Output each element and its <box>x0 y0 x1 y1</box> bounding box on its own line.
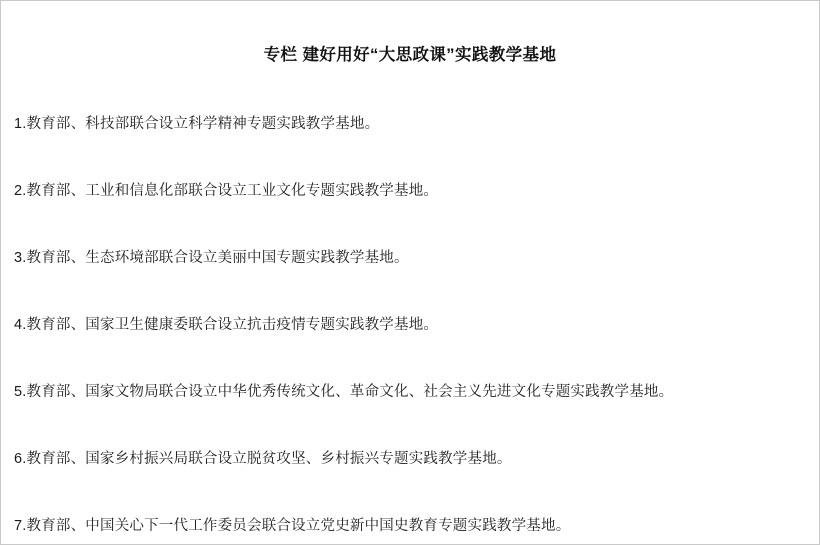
page-title: 专栏 建好用好“大思政课”实践教学基地 <box>263 46 557 64</box>
item-list <box>14 114 806 537</box>
list-item: 1.教育部、科技部联合设立科学精神专题实践教学基地。 <box>14 116 380 132</box>
list-item: 3.教育部、生态环境部联合设立美丽中国专题实践教学基地。 <box>14 250 409 267</box>
list-item: 6.教育部、国家乡村振兴局联合设立脱贫攻坚、乡村振兴专题实践教学基地。 <box>14 451 512 468</box>
list-item: 5.教育部、国家文物局联合设立中华优秀传统文化、革命文化、社会主义先进文化专题实践教学基地。 <box>14 384 674 401</box>
list-item: 2.教育部、工业和信息化部联合设立工业文化专题实践教学基地。 <box>14 183 439 200</box>
list-item: 7.教育部、中国关心下一代工作委员会联合设立党史新中国史教育专题实践教学基地。 <box>14 518 571 535</box>
list-item: 4.教育部、国家卫生健康委联合设立抗击疫情专题实践教学基地。 <box>14 317 439 334</box>
